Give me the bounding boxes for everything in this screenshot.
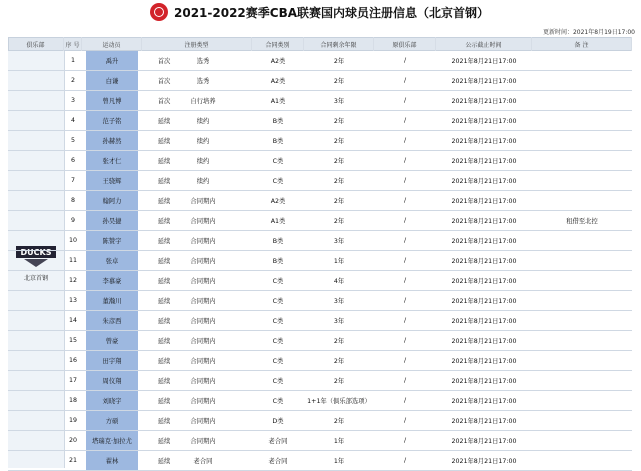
player-name: 范子铭	[86, 111, 138, 130]
page-title: 2021-2022赛季CBA联赛国内球员注册信息（北京首钢）	[174, 6, 490, 20]
reg-subtype: 合同期内	[190, 258, 216, 265]
reg-subtype: 合同期内	[190, 418, 216, 425]
previous-club: /	[403, 317, 407, 324]
updated-time: 更新时间：2021年8月19日17:00	[542, 29, 635, 36]
row-number: 3	[70, 97, 75, 104]
deadline: 2021年8月21日17:00	[451, 178, 517, 185]
deadline: 2021年8月21日17:00	[451, 198, 517, 205]
deadline: 2021年8月21日17:00	[451, 78, 517, 85]
note	[532, 51, 632, 70]
contract-class: A2类	[270, 58, 286, 65]
player-name: 禹升	[86, 51, 138, 70]
reg-subtype: 老合同	[193, 458, 213, 465]
reg-type: 首次	[157, 98, 171, 105]
reg-type: 延续	[157, 338, 171, 345]
reg-subtype: 选秀	[196, 78, 210, 85]
table-row	[8, 251, 632, 271]
deadline: 2021年8月21日17:00	[451, 318, 517, 325]
note	[532, 411, 632, 430]
table-row	[8, 291, 632, 311]
contract-years: 2年	[333, 178, 345, 185]
reg-subtype: 合同期内	[190, 398, 216, 405]
col-club-header: 俱乐部	[8, 37, 64, 51]
contract-class: A1类	[270, 218, 286, 225]
reg-subtype: 自行培养	[190, 98, 216, 105]
contract-years: 2年	[333, 198, 345, 205]
contract-class: A2类	[270, 198, 286, 205]
row-number: 20	[68, 437, 77, 444]
previous-club: /	[403, 77, 407, 84]
row-number: 21	[68, 457, 77, 464]
note	[532, 171, 632, 190]
reg-subtype: 合同期内	[190, 378, 216, 385]
table-row	[8, 171, 632, 191]
reg-type: 延续	[157, 418, 171, 425]
table-row	[8, 411, 632, 431]
cba-logo-icon	[150, 3, 168, 21]
note	[532, 351, 632, 370]
player-name: 朱彦西	[86, 311, 138, 330]
deadline: 2021年8月21日17:00	[451, 298, 517, 305]
player-name: 塔瑞克·加拉尤	[86, 431, 138, 450]
note	[532, 311, 632, 330]
row-number: 13	[68, 297, 77, 304]
player-name: 曾凡博	[86, 91, 138, 110]
col-no-header: 序 号	[64, 37, 82, 51]
previous-club: /	[403, 357, 407, 364]
row-number: 7	[70, 177, 75, 184]
reg-subtype: 续约	[196, 178, 210, 185]
previous-club: /	[403, 237, 407, 244]
col-prev-club-header: 原俱乐部	[374, 37, 436, 51]
contract-class: B类	[272, 238, 284, 245]
player-name: 张卓	[86, 251, 138, 270]
deadline: 2021年8月21日17:00	[451, 338, 517, 345]
reg-subtype: 合同期内	[190, 198, 216, 205]
contract-years: 1+1年（俱乐部选项）	[307, 398, 371, 405]
reg-type: 延续	[157, 198, 171, 205]
table-row	[8, 91, 632, 111]
reg-subtype: 合同期内	[190, 358, 216, 365]
player-name: 田宇翔	[86, 351, 138, 370]
row-number: 12	[68, 277, 77, 284]
reg-subtype: 合同期内	[190, 318, 216, 325]
deadline: 2021年8月21日17:00	[451, 438, 517, 445]
row-number: 14	[68, 317, 77, 324]
deadline: 2021年8月21日17:00	[451, 418, 517, 425]
reg-type: 首次	[157, 58, 171, 65]
reg-type: 延续	[157, 178, 171, 185]
contract-years: 2年	[333, 118, 345, 125]
contract-years: 1年	[333, 438, 345, 445]
row-number: 18	[68, 397, 77, 404]
reg-subtype: 合同期内	[190, 238, 216, 245]
reg-type: 延续	[157, 378, 171, 385]
reg-subtype: 合同期内	[190, 438, 216, 445]
reg-subtype: 续约	[196, 158, 210, 165]
player-name: 李慕豪	[86, 271, 138, 290]
table-row	[8, 51, 632, 71]
svg-text:DUCKS: DUCKS	[20, 248, 52, 257]
reg-type: 延续	[157, 358, 171, 365]
reg-type: 延续	[157, 278, 171, 285]
previous-club: /	[403, 437, 407, 444]
reg-type: 延续	[157, 258, 171, 265]
title-bar	[0, 0, 641, 24]
deadline: 2021年8月21日17:00	[451, 158, 517, 165]
reg-subtype: 合同期内	[190, 298, 216, 305]
row-number: 2	[70, 77, 75, 84]
contract-years: 2年	[333, 418, 345, 425]
row-number: 16	[68, 357, 77, 364]
table-row	[8, 451, 632, 471]
previous-club: /	[403, 137, 407, 144]
table-row	[8, 431, 632, 451]
player-name: 陈赞宇	[86, 231, 138, 250]
contract-class: C类	[272, 318, 284, 325]
row-number: 11	[68, 257, 77, 264]
row-number: 10	[68, 237, 77, 244]
col-deadline-header: 公示截止时间	[436, 37, 532, 51]
reg-subtype: 合同期内	[190, 218, 216, 225]
table-row	[8, 111, 632, 131]
contract-years: 2年	[333, 158, 345, 165]
previous-club: /	[403, 197, 407, 204]
row-number: 15	[68, 337, 77, 344]
previous-club: /	[403, 177, 407, 184]
contract-class: C类	[272, 338, 284, 345]
player-name: 翟林	[86, 451, 138, 470]
previous-club: /	[403, 217, 407, 224]
contract-years: 3年	[333, 98, 345, 105]
row-number: 8	[70, 197, 75, 204]
table-row	[8, 211, 632, 231]
player-name: 翰阿力	[86, 191, 138, 210]
deadline: 2021年8月21日17:00	[451, 98, 517, 105]
deadline: 2021年8月21日17:00	[451, 58, 517, 65]
player-name: 刘晓宇	[86, 391, 138, 410]
contract-class: 老合同	[268, 458, 288, 465]
contract-years: 2年	[333, 378, 345, 385]
player-name: 董瀚川	[86, 291, 138, 310]
reg-type: 首次	[157, 78, 171, 85]
reg-type: 延续	[157, 298, 171, 305]
deadline: 2021年8月21日17:00	[451, 118, 517, 125]
deadline: 2021年8月21日17:00	[451, 458, 517, 465]
club-name: 北京首钢	[23, 275, 48, 282]
reg-type: 延续	[157, 318, 171, 325]
row-number: 19	[68, 417, 77, 424]
contract-years: 2年	[333, 218, 345, 225]
table-row	[8, 231, 632, 251]
col-note-header: 备 注	[532, 37, 632, 51]
contract-years: 2年	[333, 338, 345, 345]
col-years-header: 合同剩余年限	[304, 37, 374, 51]
contract-class: D类	[272, 418, 284, 425]
row-number: 4	[70, 117, 75, 124]
table-row	[8, 371, 632, 391]
deadline: 2021年8月21日17:00	[451, 398, 517, 405]
table-row	[8, 131, 632, 151]
col-player-header: 运动员	[82, 37, 142, 51]
col-reg-type-header: 注册类型	[142, 37, 252, 51]
reg-subtype: 选秀	[196, 58, 210, 65]
note	[532, 151, 632, 170]
player-name: 张才仁	[86, 151, 138, 170]
contract-class: A1类	[270, 98, 286, 105]
reg-type: 延续	[157, 438, 171, 445]
reg-type: 延续	[157, 458, 171, 465]
reg-type: 延续	[157, 118, 171, 125]
previous-club: /	[403, 97, 407, 104]
table-row	[8, 331, 632, 351]
note	[532, 111, 632, 130]
previous-club: /	[403, 457, 407, 464]
note	[532, 391, 632, 410]
reg-subtype: 合同期内	[190, 338, 216, 345]
contract-class: C类	[272, 158, 284, 165]
contract-class: C类	[272, 378, 284, 385]
reg-subtype: 合同期内	[190, 278, 216, 285]
contract-class: C类	[272, 278, 284, 285]
table-row	[8, 271, 632, 291]
contract-years: 4年	[333, 278, 345, 285]
player-name: 曾豪	[86, 331, 138, 350]
contract-years: 3年	[333, 318, 345, 325]
deadline: 2021年8月21日17:00	[451, 358, 517, 365]
contract-years: 1年	[333, 258, 345, 265]
reg-type: 延续	[157, 158, 171, 165]
contract-years: 2年	[333, 78, 345, 85]
note	[532, 131, 632, 150]
row-number: 6	[70, 157, 75, 164]
player-name: 孙赫然	[86, 131, 138, 150]
note	[532, 71, 632, 90]
reg-type: 延续	[157, 398, 171, 405]
deadline: 2021年8月21日17:00	[451, 238, 517, 245]
contract-class: C类	[272, 298, 284, 305]
row-number: 5	[70, 137, 75, 144]
player-name: 孙昊捷	[86, 211, 138, 230]
table-row	[8, 191, 632, 211]
contract-class: C类	[272, 358, 284, 365]
reg-subtype: 续约	[196, 118, 210, 125]
player-name: 周仪翔	[86, 371, 138, 390]
note	[532, 231, 632, 250]
contract-class: C类	[272, 398, 284, 405]
note	[532, 431, 632, 450]
note	[532, 251, 632, 270]
contract-class: B类	[272, 118, 284, 125]
table-row	[8, 71, 632, 91]
row-number: 9	[70, 217, 75, 224]
previous-club: /	[403, 257, 407, 264]
previous-club: /	[403, 297, 407, 304]
deadline: 2021年8月21日17:00	[451, 138, 517, 145]
contract-class: B类	[272, 258, 284, 265]
note	[532, 331, 632, 350]
table-row	[8, 311, 632, 331]
reg-type: 延续	[157, 218, 171, 225]
previous-club: /	[403, 337, 407, 344]
row-number: 17	[68, 377, 77, 384]
previous-club: /	[403, 397, 407, 404]
note	[532, 91, 632, 110]
previous-club: /	[403, 117, 407, 124]
table-row	[8, 351, 632, 371]
note: 租借至北控	[566, 218, 598, 225]
col-contract-class-header: 合同类别	[252, 37, 304, 51]
previous-club: /	[403, 157, 407, 164]
reg-subtype: 续约	[196, 138, 210, 145]
contract-years: 3年	[333, 238, 345, 245]
contract-class: C类	[272, 178, 284, 185]
deadline: 2021年8月21日17:00	[451, 218, 517, 225]
contract-years: 1年	[333, 458, 345, 465]
previous-club: /	[403, 277, 407, 284]
previous-club: /	[403, 57, 407, 64]
contract-years: 2年	[333, 58, 345, 65]
contract-years: 2年	[333, 358, 345, 365]
contract-class: A2类	[270, 78, 286, 85]
player-name: 方硕	[86, 411, 138, 430]
row-number: 1	[70, 57, 75, 64]
table-row	[8, 391, 632, 411]
deadline: 2021年8月21日17:00	[451, 258, 517, 265]
contract-years: 3年	[333, 298, 345, 305]
note	[532, 271, 632, 290]
previous-club: /	[403, 417, 407, 424]
reg-type: 延续	[157, 238, 171, 245]
note	[532, 451, 632, 470]
note	[532, 191, 632, 210]
contract-class: 老合同	[268, 438, 288, 445]
note	[532, 291, 632, 310]
deadline: 2021年8月21日17:00	[451, 278, 517, 285]
player-name: 白谦	[86, 71, 138, 90]
table-row	[8, 151, 632, 171]
deadline: 2021年8月21日17:00	[451, 378, 517, 385]
player-name: 王骁辉	[86, 171, 138, 190]
contract-class: B类	[272, 138, 284, 145]
contract-years: 2年	[333, 138, 345, 145]
previous-club: /	[403, 377, 407, 384]
note	[532, 371, 632, 390]
reg-type: 延续	[157, 138, 171, 145]
